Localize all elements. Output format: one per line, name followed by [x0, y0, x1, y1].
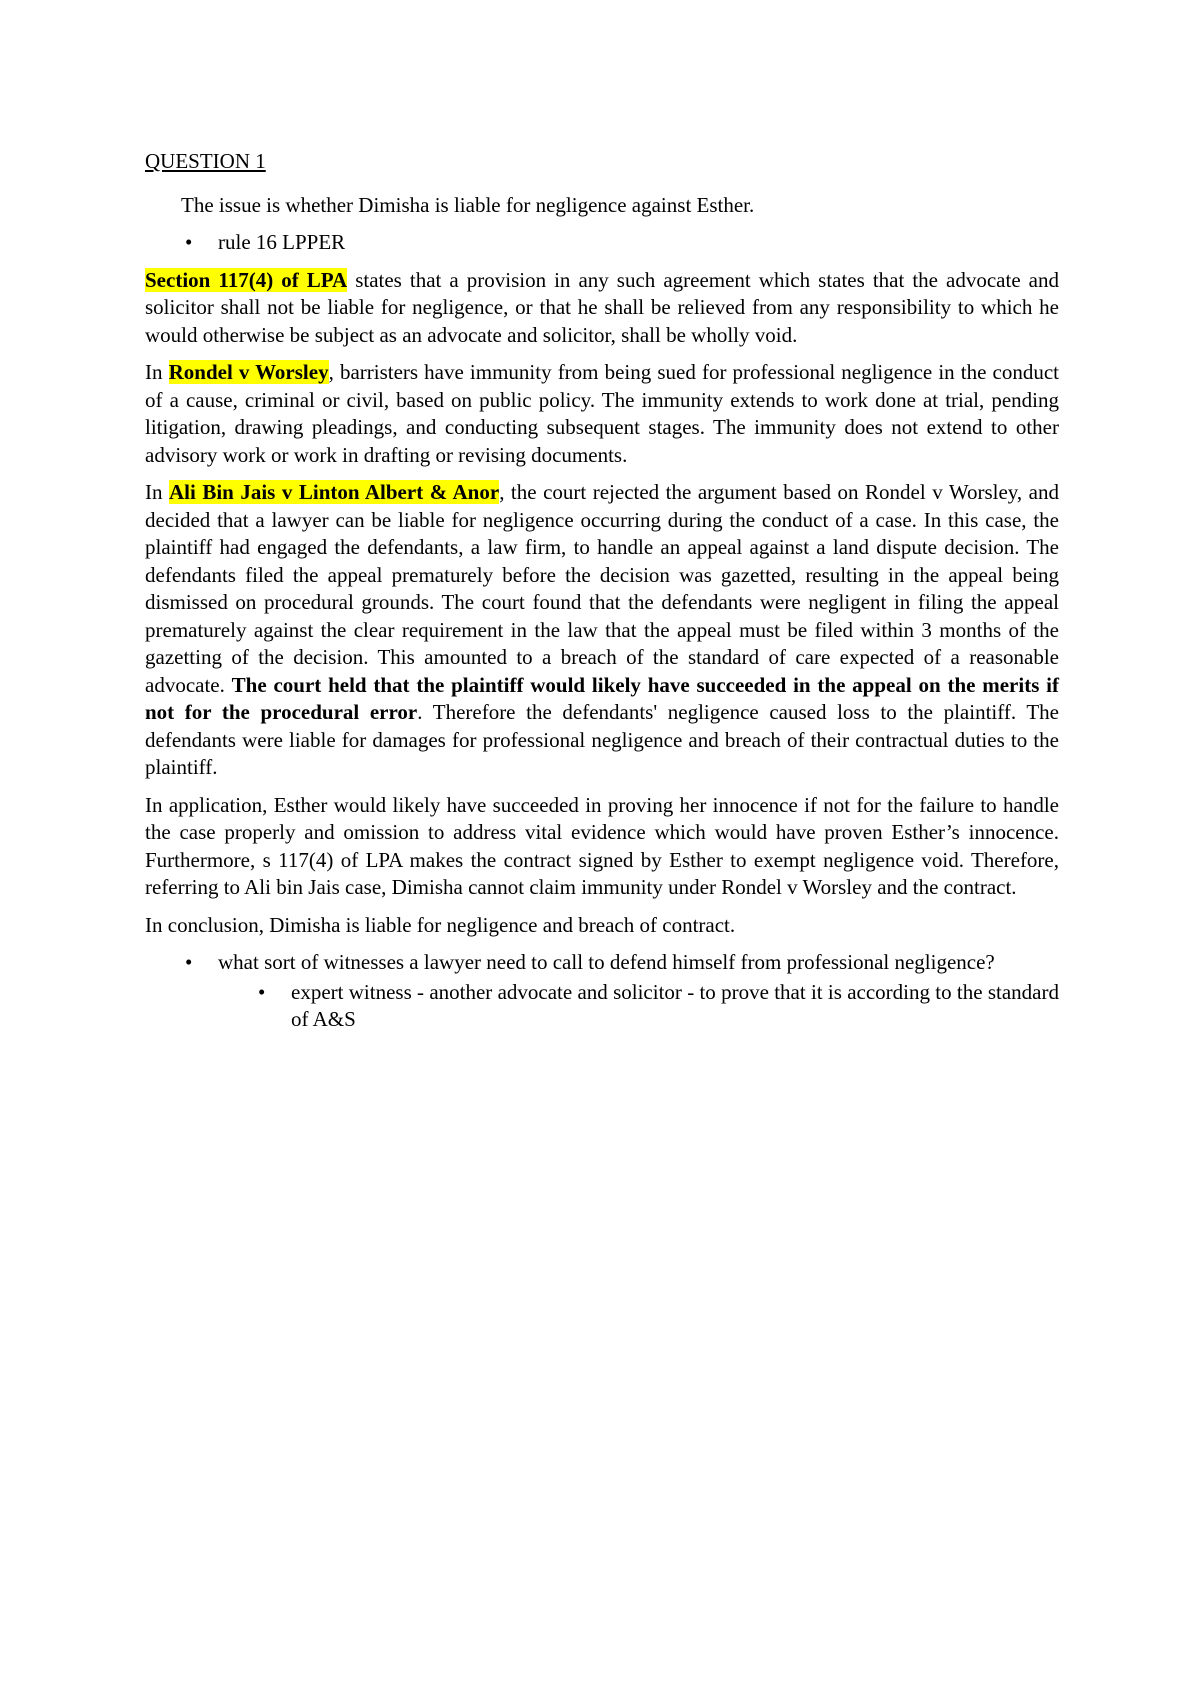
bullet-icon: • [185, 950, 193, 974]
rondel-paragraph [145, 359, 1059, 469]
list-item [218, 979, 1059, 1034]
list-item [145, 949, 1059, 1034]
conclusion-paragraph: In conclusion, Dimisha is liable for negligence and breach of contract. [145, 912, 736, 937]
holding-bold-text: The court held that the plaintiff would likely have succeeded in the appeal on the merits if not for the procedural error [145, 672, 1059, 724]
question-list [145, 949, 1059, 1034]
statute-highlight: Section 117(4) of LPA [145, 267, 348, 292]
paragraph-lead: In [145, 480, 169, 504]
document-body [145, 148, 1059, 1044]
expert-witness-note: expert witness - another advocate and solicitor - to prove that it is according to the standard of A&S [291, 979, 1059, 1031]
paragraph-text: , the court rejected the argument based on Rondel v Worsley, and decided that a lawyer can be liable for negligence occurring during the conduct of a case. In this case, the plaintiff had engaged the defendants, a law firm, to handle an appeal against a land dispute decision. The defendants filed the appeal prematurely before the decision was gazetted, resulting in the appeal being dismissed on procedural grounds. The court found that the defendants were negligent in filing the appeal prematurely against the clear requirement in the law that the appeal must be filed within 3 months of the gazetting of the decision. This amounted to a breach of the standard of care expected of a reasonable advocate. [145, 480, 1059, 697]
paragraph-text: states that a provision in any such agreement which states that the advocate and solicitor shall not be liable for negligence, or that he shall be relieved from any responsibility to which he would otherwise be subject as an advocate and solicitor, shall be wholly void. [145, 267, 1059, 347]
issue-statement: The issue is whether Dimisha is liable for negligence against Esther. [181, 192, 755, 217]
rule-reference: rule 16 LPPER [218, 230, 346, 254]
case-highlight: Rondel v Worsley [168, 360, 329, 384]
sub-list [218, 979, 1059, 1034]
list-item [145, 229, 1059, 257]
bullet-icon: • [258, 979, 266, 1004]
application-paragraph: In application, Esther would likely have succeeded in proving her innocence if not for the failure to handle the case properly and omission to address vital evidence which would have proven Esther’s innocence. Furthermore, s 117(4) of LPA makes the contract signed by Esther to exempt negligence void. Therefore, referring to Ali bin Jais case, Dimisha cannot claim immunity under Rondel v Worsley and the contract. [145, 792, 1059, 899]
rule-list [145, 229, 1059, 257]
bullet-icon: • [185, 230, 193, 254]
ali-bin-jais-paragraph [145, 479, 1059, 782]
section-117-paragraph [145, 267, 1059, 350]
case-highlight: Ali Bin Jais v Linton Albert & Anor [169, 480, 500, 504]
witness-question: what sort of witnesses a lawyer need to call to defend himself from professional negligence? [218, 950, 995, 974]
question-heading: QUESTION 1 [145, 149, 266, 173]
paragraph-lead: In [145, 360, 169, 384]
paragraph-text: , barristers have immunity from being sued for professional negligence in the conduct of a cause, criminal or civil, based on public policy. The immunity extends to work done at trial, pending litigation, drawing pleadings, and conducting subsequent stages. The immunity does not extend to other advisory work or work in drafting or revising documents. [145, 360, 1059, 467]
paragraph-tail: . Therefore the defendants' negligence caused loss to the plaintiff. The defendants were liable for damages for professional negligence and breach of their contractual duties to the plaintiff. [145, 700, 1059, 779]
